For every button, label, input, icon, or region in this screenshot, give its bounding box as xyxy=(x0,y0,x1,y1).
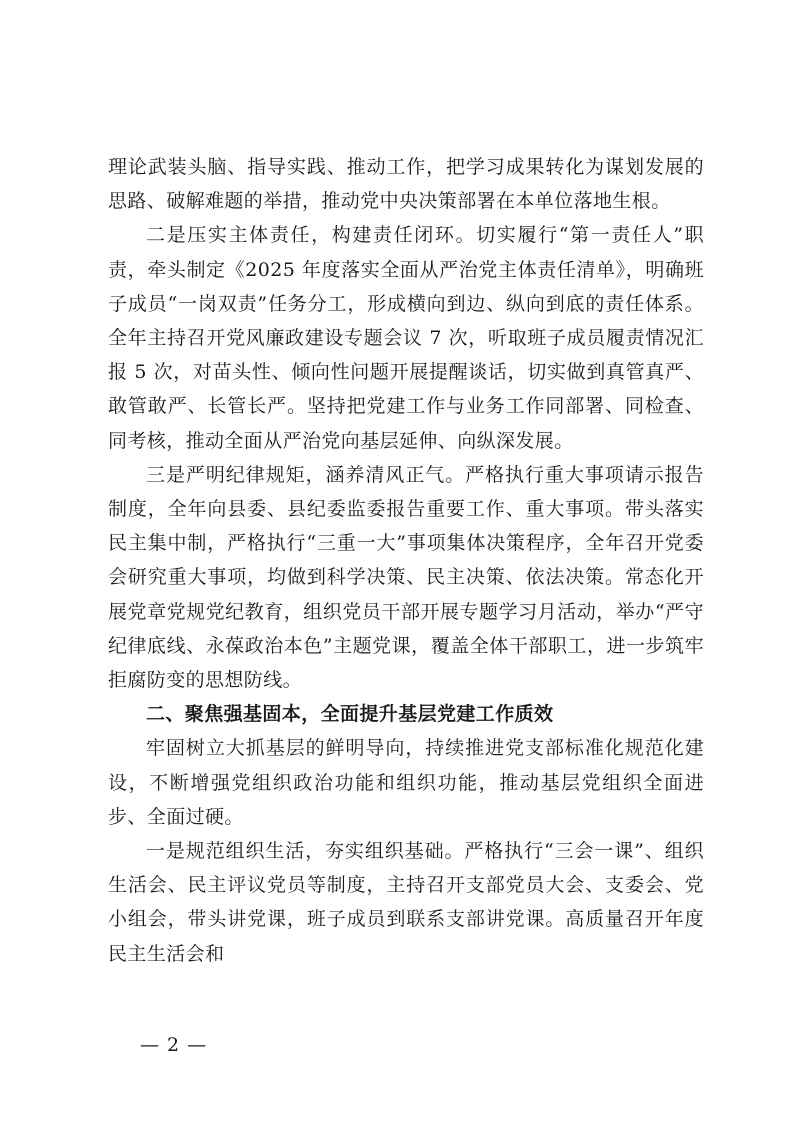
paragraph-responsibility: 二是压实主体责任，构建责任闭环。切实履行“第一责任人”职责，牵头制定《2025 年度落实全面从严治党主体责任清单》，明确班子成员“一岗双责”任务分工，形成横向到边、纵向到底的责任体系。全年主持召开党风廉政建设专题会议 7 次，听取班子成员履责情况汇报 5 次，对苗头性、倾向性问题开展提醒谈话，切实做到真管真严、敢管敢严、长管长严。坚持把党建工作与业务工作同部署、同检查、同考核，推动全面从严治党向基层延伸、向纵深发展。 xyxy=(108,224,704,452)
paragraph-organization-life: 一是规范组织生活，夯实组织基础。严格执行“三会一课”、组织生活会、民主评议党员等制度，主持召开支部党员大会、支委会、党小组会，带头讲党课，班子成员到联系支部讲党课。高质量召开年度民主生活会和 xyxy=(108,840,704,965)
section-heading: 二、聚焦强基固本，全面提升基层党建工作质效 xyxy=(146,703,554,726)
page-number: — 2 — xyxy=(140,1034,208,1056)
paragraph-continuation: 理论武装头脑、指导实践、推动工作，把学习成果转化为谋划发展的思路、破解难题的举措，推动党中央决策部署在本单位落地生根。 xyxy=(108,156,704,213)
paragraph-section-intro: 牢固树立大抓基层的鲜明导向，持续推进党支部标准化规范化建设，不断增强党组织政治功能和组织功能，推动基层党组织全面进步、全面过硬。 xyxy=(108,737,704,828)
paragraph-discipline: 三是严明纪律规矩，涵养清风正气。严格执行重大事项请示报告制度，全年向县委、县纪委监委报告重要工作、重大事项。带头落实民主集中制，严格执行“三重一大”事项集体决策程序，全年召开党委会研究重大事项，均做到科学决策、民主决策、依法决策。常态化开展党章党规党纪教育，组织党员干部开展专题学习月活动，举办“严守纪律底线、永葆政治本色”主题党课，覆盖全体干部职工，进一步筑牢拒腐防变的思想防线。 xyxy=(108,463,704,692)
document-body xyxy=(108,150,704,971)
